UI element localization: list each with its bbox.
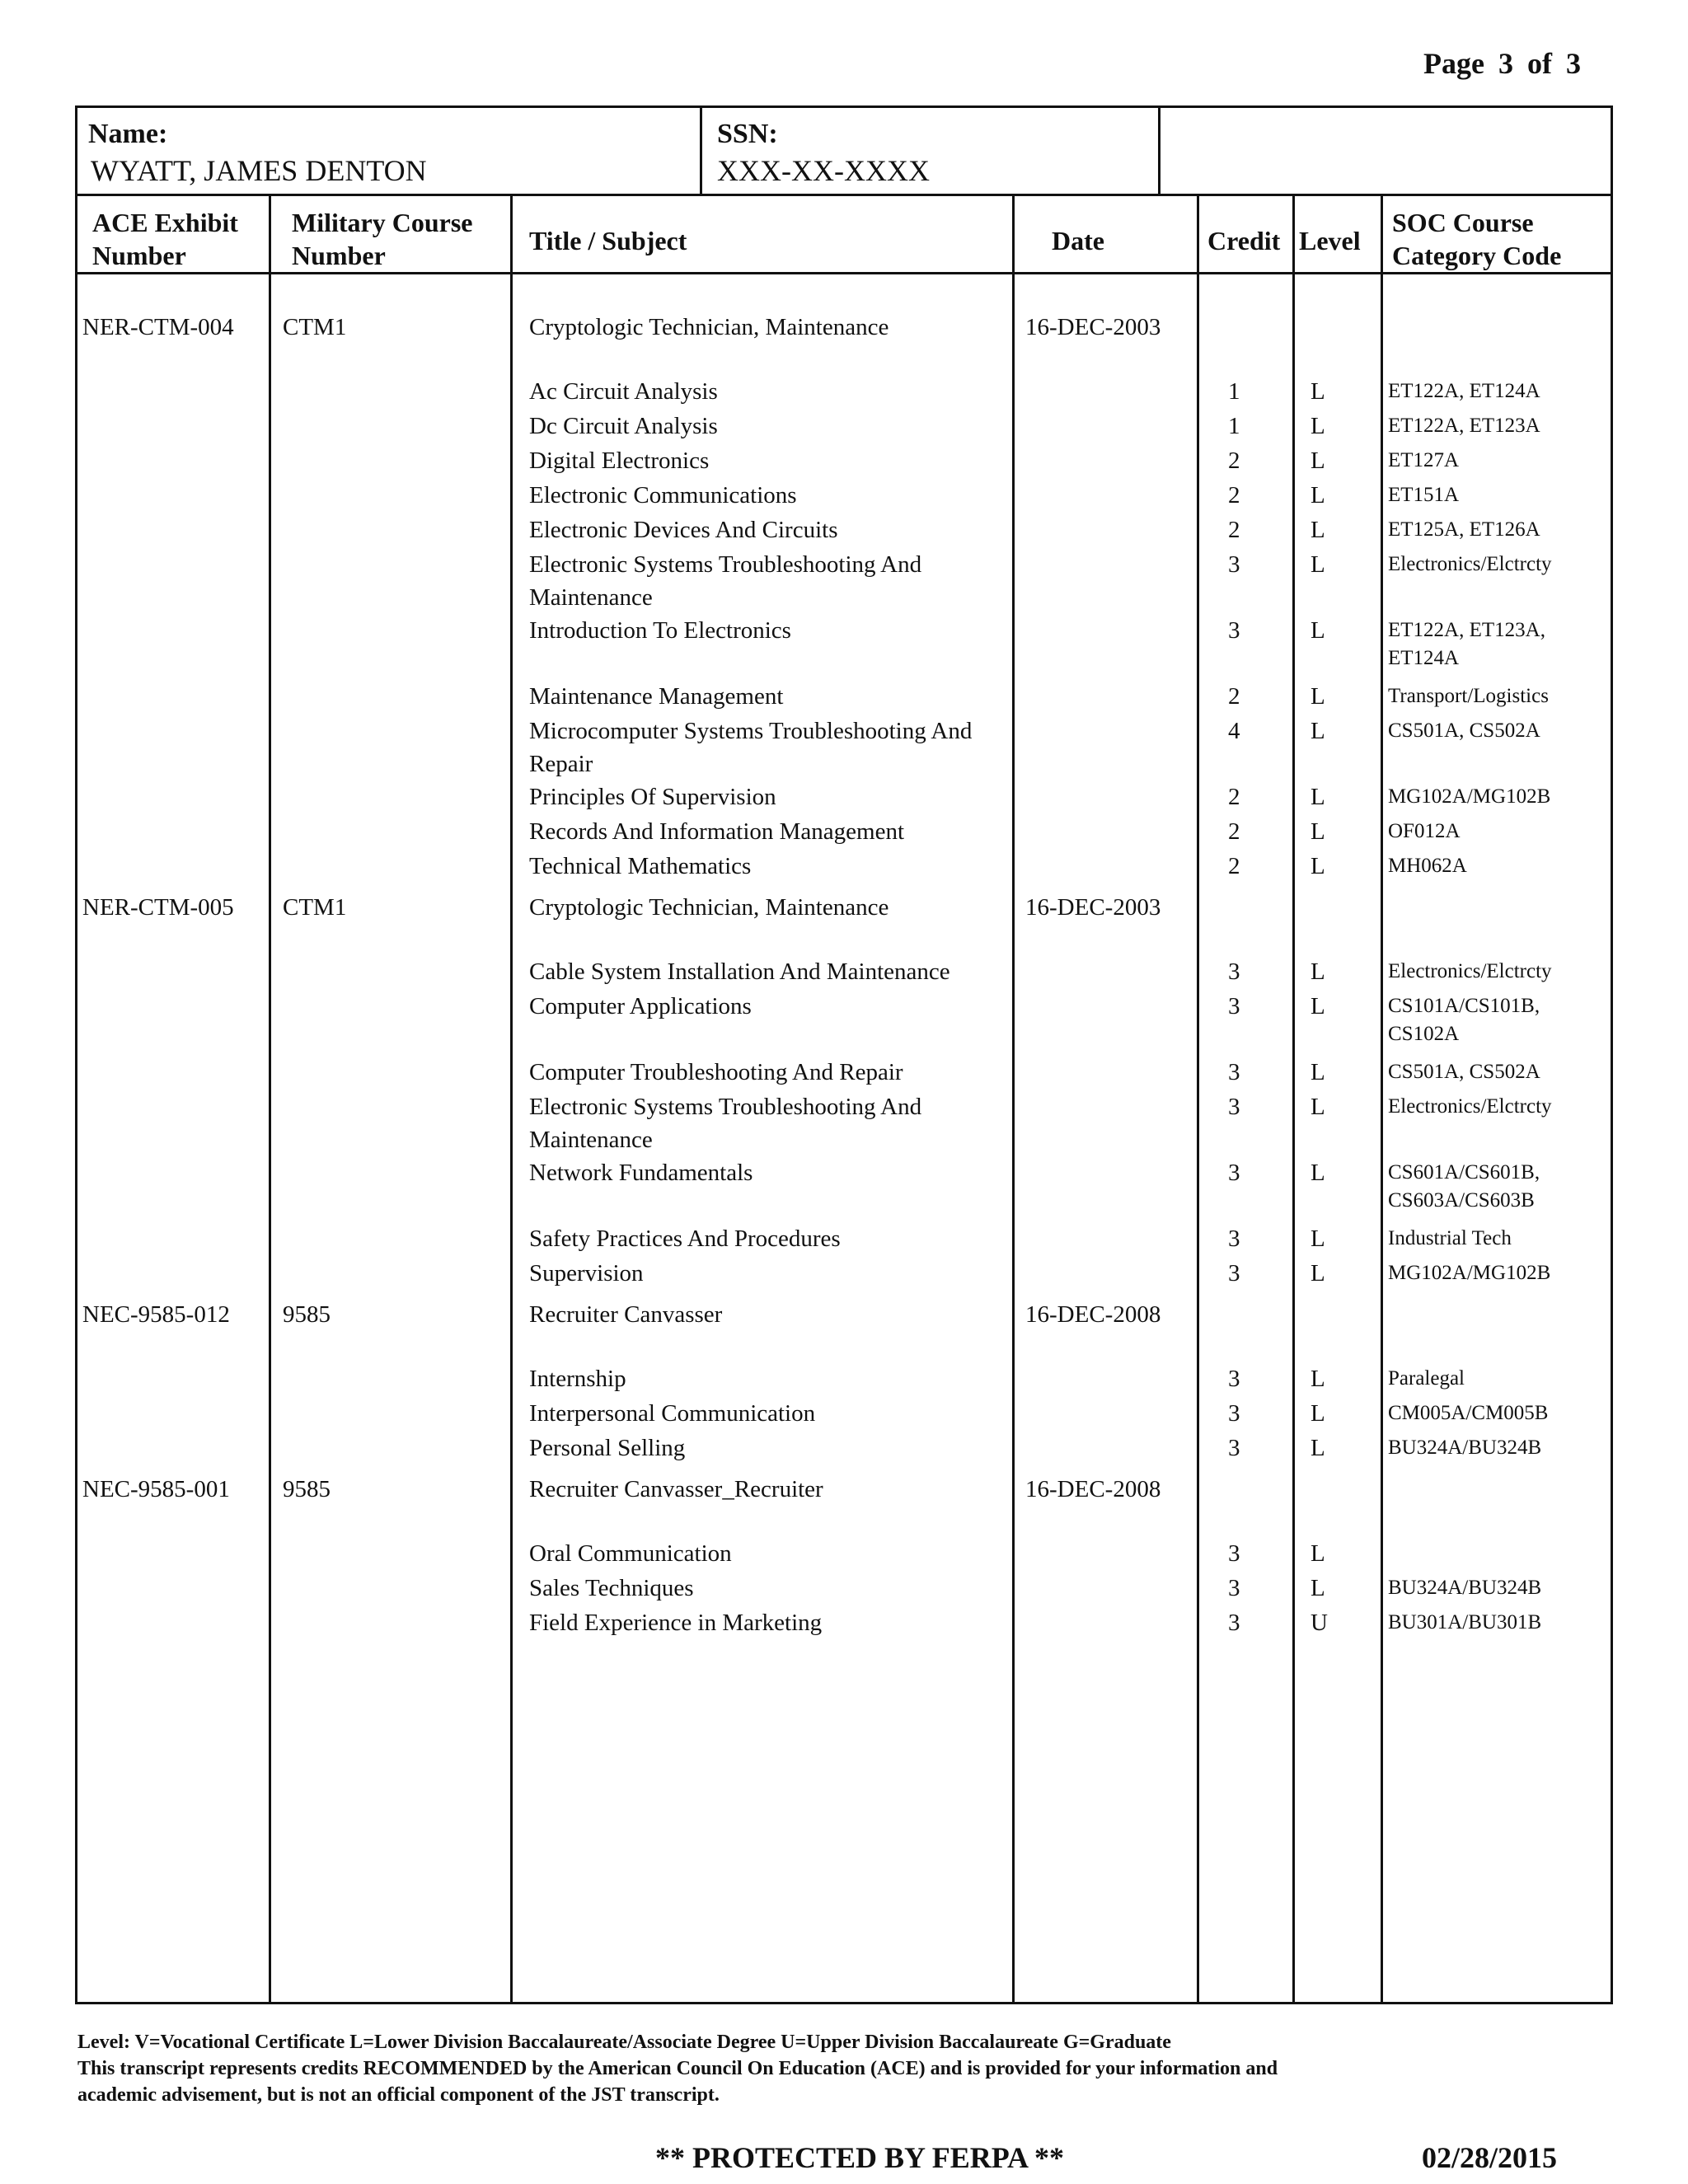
col-soc-code: SOC Course Category Code [1392, 208, 1562, 270]
soc-category-code: OF012A [1388, 820, 1461, 842]
military-course-number: CTM1 [283, 894, 347, 921]
subject-credit: 3 [1228, 993, 1240, 1019]
subject-credit: 3 [1228, 958, 1240, 985]
subject-title: Computer Troubleshooting And Repair [529, 1059, 903, 1085]
col-divider-2 [510, 194, 513, 2004]
print-date: 02/28/2015 [1422, 2141, 1558, 2174]
subject-title: Safety Practices And Procedures [529, 1226, 841, 1252]
subject-credit: 1 [1228, 378, 1240, 405]
ace-exhibit-number: NEC-9585-001 [82, 1476, 230, 1502]
subject-credit: 3 [1228, 1160, 1240, 1186]
soc-category-code: Paralegal [1388, 1367, 1465, 1390]
subject-title: Sales Techniques [529, 1575, 694, 1601]
subject-title: Field Experience in Marketing [529, 1610, 823, 1636]
course-date: 16-DEC-2008 [1025, 1476, 1161, 1502]
col-credit: Credit [1207, 226, 1281, 255]
course-title: Cryptologic Technician, Maintenance [529, 314, 889, 340]
col-divider-4 [1197, 194, 1199, 2004]
blank-cell-divider [1158, 105, 1160, 194]
soc-category-code: Electronics/Elctrcty [1388, 960, 1552, 982]
subject-level: L [1311, 853, 1325, 879]
subject-title: Electronic Devices And Circuits [529, 517, 838, 543]
subject-credit: 3 [1228, 1059, 1240, 1085]
subject-level: L [1311, 818, 1325, 845]
col-date: Date [1052, 226, 1104, 255]
military-course-number: CTM1 [283, 314, 347, 340]
col-ace-exhibit: ACE Exhibit Number [92, 208, 238, 270]
subject-title: Maintenance Management [529, 683, 784, 710]
subject-credit: 2 [1228, 853, 1240, 879]
col-title-subject: Title / Subject [529, 226, 687, 255]
subject-level: L [1311, 1435, 1325, 1461]
course-date: 16-DEC-2003 [1025, 894, 1161, 921]
course-title: Cryptologic Technician, Maintenance [529, 894, 889, 921]
soc-category-code: Electronics/Elctrcty [1388, 1095, 1552, 1118]
subject-level: L [1311, 784, 1325, 810]
subject-level: L [1311, 617, 1325, 644]
course-title: Recruiter Canvasser_Recruiter [529, 1476, 823, 1502]
subject-credit: 2 [1228, 448, 1240, 474]
subject-credit: 2 [1228, 784, 1240, 810]
soc-category-code: ET122A, ET123A, [1388, 619, 1545, 641]
subject-credit: 2 [1228, 482, 1240, 509]
subject-level: L [1311, 1094, 1325, 1120]
subject-credit: 3 [1228, 1094, 1240, 1120]
soc-category-code: CS501A, CS502A [1388, 1061, 1540, 1083]
subject-level: L [1311, 1400, 1325, 1427]
subject-title: Electronic Systems Troubleshooting And [529, 551, 922, 578]
soc-category-code: ET122A, ET123A [1388, 415, 1540, 437]
subject-credit: 3 [1228, 1400, 1240, 1427]
subject-title: Introduction To Electronics [529, 617, 791, 644]
level-legend: Level: V=Vocational Certificate L=Lower Division Baccalaureate/Associate Degree U=Upper Division Baccalaureate G=Graduate [77, 2032, 1171, 2053]
subject-level: L [1311, 1366, 1325, 1392]
name-value: WYATT, JAMES DENTON [91, 154, 427, 187]
subject-title: Oral Communication [529, 1540, 732, 1567]
subject-level: L [1311, 683, 1325, 710]
soc-category-code: CS601A/CS601B, [1388, 1161, 1540, 1183]
name-label: Name: [88, 119, 168, 149]
subject-title: Personal Selling [529, 1435, 686, 1461]
subject-title: Technical Mathematics [529, 853, 752, 879]
subject-title: Electronic Systems Troubleshooting And [529, 1094, 922, 1120]
soc-category-code: MH062A [1388, 855, 1467, 877]
subject-title: Cable System Installation And Maintenance [529, 958, 950, 985]
subject-level: L [1311, 448, 1325, 474]
subject-title: Digital Electronics [529, 448, 710, 474]
col-divider-3 [1012, 194, 1015, 2004]
disclaimer-line-1: This transcript represents credits RECOMMENDED by the American Council On Education (ACE) and is provided for your information and [77, 2058, 1278, 2079]
subject-credit: 2 [1228, 818, 1240, 845]
military-course-number: 9585 [283, 1476, 331, 1502]
ace-exhibit-number: NEC-9585-012 [82, 1301, 230, 1328]
col-divider-6 [1381, 194, 1383, 2004]
ssn-value: XXX-XX-XXXX [717, 154, 930, 187]
soc-category-code: CS101A/CS101B, [1388, 995, 1540, 1017]
soc-category-code: BU301A/BU301B [1388, 1611, 1542, 1633]
col-divider-1 [269, 194, 271, 2004]
subject-level: L [1311, 718, 1325, 744]
soc-category-code: Transport/Logistics [1388, 685, 1549, 707]
soc-category-code: MG102A/MG102B [1388, 1262, 1551, 1284]
course-date: 16-DEC-2008 [1025, 1301, 1161, 1328]
col-military-course: Military Course Number [292, 208, 473, 270]
subject-credit: 3 [1228, 1260, 1240, 1286]
ferpa-notice: ** PROTECTED BY FERPA ** [655, 2141, 1065, 2174]
subject-title: Supervision [529, 1260, 644, 1286]
soc-category-code: CS501A, CS502A [1388, 719, 1540, 742]
subject-level: L [1311, 993, 1325, 1019]
soc-category-code: CS102A [1388, 1023, 1460, 1045]
subject-credit: 3 [1228, 1540, 1240, 1567]
subject-title: Ac Circuit Analysis [529, 378, 718, 405]
soc-category-code: CS603A/CS603B [1388, 1189, 1535, 1212]
subject-level: L [1311, 1160, 1325, 1186]
course-date: 16-DEC-2003 [1025, 314, 1161, 340]
subject-title: Computer Applications [529, 993, 752, 1019]
soc-category-code: BU324A/BU324B [1388, 1577, 1542, 1599]
subject-level: L [1311, 958, 1325, 985]
subject-level: L [1311, 551, 1325, 578]
subject-level: L [1311, 1059, 1325, 1085]
course-title: Recruiter Canvasser [529, 1301, 723, 1328]
subject-level: L [1311, 1226, 1325, 1252]
ace-exhibit-number: NER-CTM-004 [82, 314, 234, 340]
subject-credit: 1 [1228, 413, 1240, 439]
subject-title: Maintenance [529, 584, 653, 611]
ace-exhibit-number: NER-CTM-005 [82, 894, 234, 921]
subject-title: Microcomputer Systems Troubleshooting And [529, 718, 973, 744]
soc-category-code: BU324A/BU324B [1388, 1436, 1542, 1459]
subject-credit: 3 [1228, 551, 1240, 578]
military-course-number: 9585 [283, 1301, 331, 1328]
subject-title: Network Fundamentals [529, 1160, 753, 1186]
col-divider-5 [1292, 194, 1295, 2004]
subject-level: L [1311, 482, 1325, 509]
subject-title: Internship [529, 1366, 626, 1392]
subject-level: L [1311, 1260, 1325, 1286]
subject-level: L [1311, 1575, 1325, 1601]
col-level: Level [1299, 226, 1361, 255]
subject-credit: 3 [1228, 1366, 1240, 1392]
subject-level: U [1311, 1610, 1328, 1636]
ssn-label: SSN: [717, 119, 778, 149]
subject-credit: 3 [1228, 1575, 1240, 1601]
ssn-divider [700, 105, 702, 194]
subject-title: Repair [529, 751, 593, 777]
soc-category-code: ET151A [1388, 484, 1460, 506]
subject-credit: 3 [1228, 1610, 1240, 1636]
subject-level: L [1311, 1540, 1325, 1567]
soc-category-code: Electronics/Elctrcty [1388, 553, 1552, 575]
soc-category-code: Industrial Tech [1388, 1227, 1512, 1249]
subject-title: Records And Information Management [529, 818, 905, 845]
subject-credit: 3 [1228, 617, 1240, 644]
subject-title: Maintenance [529, 1127, 653, 1153]
soc-category-code: ET127A [1388, 449, 1460, 471]
soc-category-code: ET124A [1388, 647, 1460, 669]
subject-credit: 2 [1228, 517, 1240, 543]
subject-level: L [1311, 378, 1325, 405]
subject-level: L [1311, 413, 1325, 439]
subject-credit: 2 [1228, 683, 1240, 710]
subject-credit: 4 [1228, 718, 1240, 744]
subject-title: Principles Of Supervision [529, 784, 776, 810]
page-number: Page 3 of 3 [1423, 47, 1581, 80]
subject-title: Electronic Communications [529, 482, 797, 509]
soc-category-code: ET125A, ET126A [1388, 518, 1540, 541]
subject-credit: 3 [1228, 1435, 1240, 1461]
subject-title: Interpersonal Communication [529, 1400, 816, 1427]
disclaimer-line-2: academic advisement, but is not an official component of the JST transcript. [77, 2084, 720, 2106]
subject-title: Dc Circuit Analysis [529, 413, 718, 439]
subject-level: L [1311, 517, 1325, 543]
soc-category-code: MG102A/MG102B [1388, 785, 1551, 808]
soc-category-code: ET122A, ET124A [1388, 380, 1540, 402]
soc-category-code: CM005A/CM005B [1388, 1402, 1549, 1424]
subject-credit: 3 [1228, 1226, 1240, 1252]
